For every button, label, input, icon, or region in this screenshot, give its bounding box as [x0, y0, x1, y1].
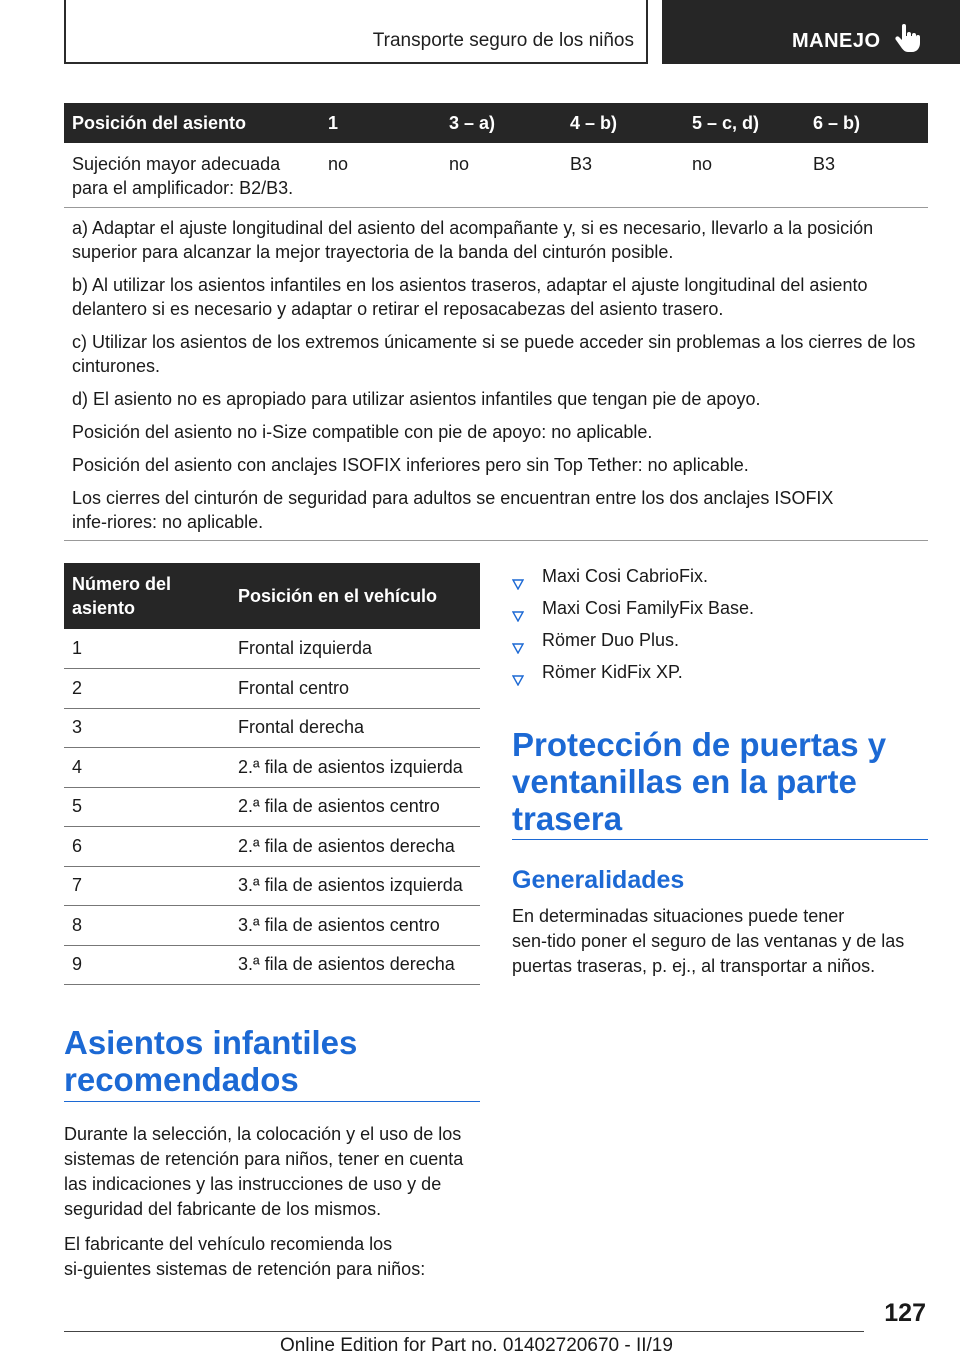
table-cell: B3 — [813, 154, 836, 174]
page-number: 127 — [884, 1299, 926, 1327]
table-row — [64, 787, 480, 827]
table-header-cell: Posición del asiento — [64, 103, 320, 143]
table-row — [64, 906, 480, 946]
note: c) Utilizar los asientos de los extremos únicamente si se puede acceder sin problemas a los cierres de los cinturones. — [72, 332, 916, 376]
table-cell: no — [449, 154, 470, 174]
table-cell: Frontal derecha — [230, 708, 480, 748]
table-cell: 7 — [64, 866, 230, 906]
triangle-bullet-icon — [512, 571, 524, 597]
heading-recommended-seats: Asientos infantiles recomendados — [64, 1024, 480, 1102]
table-cell: 1 — [64, 629, 230, 669]
table-cell: 8 — [64, 906, 230, 946]
table-cell: 2.ª fila de asientos izquierda — [230, 748, 480, 788]
note: Posición del asiento con anclajes ISOFIX inferiores pero sin Top Tether: no aplicable. — [72, 455, 749, 475]
table-row — [64, 945, 480, 985]
table-cell: Frontal centro — [230, 669, 480, 709]
subheading-general: Generalidades — [512, 866, 685, 894]
note: d) El asiento no es apropiado para utilizar asientos infantiles que tengan pie de apoyo. — [72, 389, 761, 409]
list-item-label: Römer Duo Plus. — [542, 630, 680, 650]
table-cell: 3.ª fila de asientos centro — [230, 906, 480, 946]
list-item-label: Maxi Cosi FamilyFix Base. — [542, 598, 755, 618]
table-row — [64, 827, 480, 867]
table-header-cell: Posición en el vehículo — [230, 563, 480, 629]
table-header-cell: Número del asiento — [64, 563, 230, 629]
note: Posición del asiento no i‑Size compatible con pie de apoyo: no aplicable. — [72, 422, 653, 442]
table-cell: 5 — [64, 787, 230, 827]
triangle-bullet-icon — [512, 603, 524, 629]
paragraph: El fabricante del vehículo recomienda los si‑guientes sistemas de retención para niños: — [64, 1234, 426, 1279]
footer-edition: Online Edition for Part no. 01402720670 - II/19 — [280, 1335, 673, 1356]
table-cell: no — [692, 154, 713, 174]
triangle-bullet-icon — [512, 635, 524, 661]
list-item-label: Maxi Cosi CabrioFix. — [542, 566, 709, 586]
table-header-row — [64, 563, 480, 629]
table-cell: B3 — [570, 154, 593, 174]
table-cell: 2.ª fila de asientos derecha — [230, 827, 480, 867]
heading-door-window-protection: Protección de puertas y ventanillas en la parte trasera — [512, 726, 928, 840]
table-cell: 2.ª fila de asientos centro — [230, 787, 480, 827]
table-cell: 4 — [64, 748, 230, 788]
table-cell: no — [328, 154, 349, 174]
table-header-cell: 1 — [320, 103, 441, 143]
table-row — [64, 708, 480, 748]
table-cell: 9 — [64, 945, 230, 985]
list-item — [512, 659, 928, 691]
table-row — [64, 866, 480, 906]
table-header-cell: 3 – a) — [441, 103, 562, 143]
list-item — [512, 563, 928, 595]
note: Los cierres del cinturón de seguridad para adultos se encuentran entre los dos anclajes ISOFIX infe‑riores: no aplicable. — [72, 488, 834, 532]
paragraph: En determinadas situaciones puede tener sen‑tido poner el seguro de las ventanas y de las puertas traseras, p. ej., al transportar a niños. — [512, 906, 905, 976]
triangle-bullet-icon — [512, 667, 524, 693]
list-item — [512, 627, 928, 659]
table-row — [64, 629, 480, 669]
hand-pointer-icon — [894, 24, 920, 57]
footer-divider — [64, 1331, 864, 1332]
note: a) Adaptar el ajuste longitudinal del asiento del acompañante y, si es necesario, llevarlo a la posición superior para alcanzar la mejor trayectoria de la banda del cinturón posible. — [72, 218, 874, 262]
table-notes — [64, 207, 928, 543]
table-cell: 6 — [64, 827, 230, 867]
paragraph: Durante la selección, la colocación y el uso de los sistemas de retención para niños, tener en cuenta las indicaciones y las instrucciones de uso y de seguridad del fabricante de los mismos. — [64, 1124, 464, 1219]
table-cell: Frontal izquierda — [230, 629, 480, 669]
note: b) Al utilizar los asientos infantiles en los asientos traseros, adaptar el ajuste longitudinal del asiento delantero si es necesario y adaptar o retirar el reposacabezas del asiento trasero. — [72, 275, 868, 319]
table-row — [64, 748, 480, 788]
header-section-box — [64, 0, 648, 64]
seat-number-table — [64, 563, 480, 985]
list-item-label: Römer KidFix XP. — [542, 662, 683, 682]
table-cell: 3.ª fila de asientos derecha — [230, 945, 480, 985]
table-header-cell: 4 – b) — [562, 103, 684, 143]
chapter-label: MANEJO — [792, 30, 881, 52]
table-header-row — [64, 103, 928, 143]
list-item — [512, 595, 928, 627]
table-cell: 3 — [64, 708, 230, 748]
table-header-cell: 5 – c, d) — [684, 103, 805, 143]
section-title: Transporte seguro de los niños — [372, 30, 634, 51]
chapter-tab[interactable] — [662, 0, 960, 64]
table-cell: Sujeción mayor adecuada para el amplificador: B2/B3. — [72, 154, 294, 198]
table-cell: 2 — [64, 669, 230, 709]
divider — [64, 540, 928, 541]
table-header-cell: 6 – b) — [805, 103, 928, 143]
table-row — [64, 669, 480, 709]
table-cell: 3.ª fila de asientos izquierda — [230, 866, 480, 906]
recommended-seats-list — [512, 563, 928, 691]
